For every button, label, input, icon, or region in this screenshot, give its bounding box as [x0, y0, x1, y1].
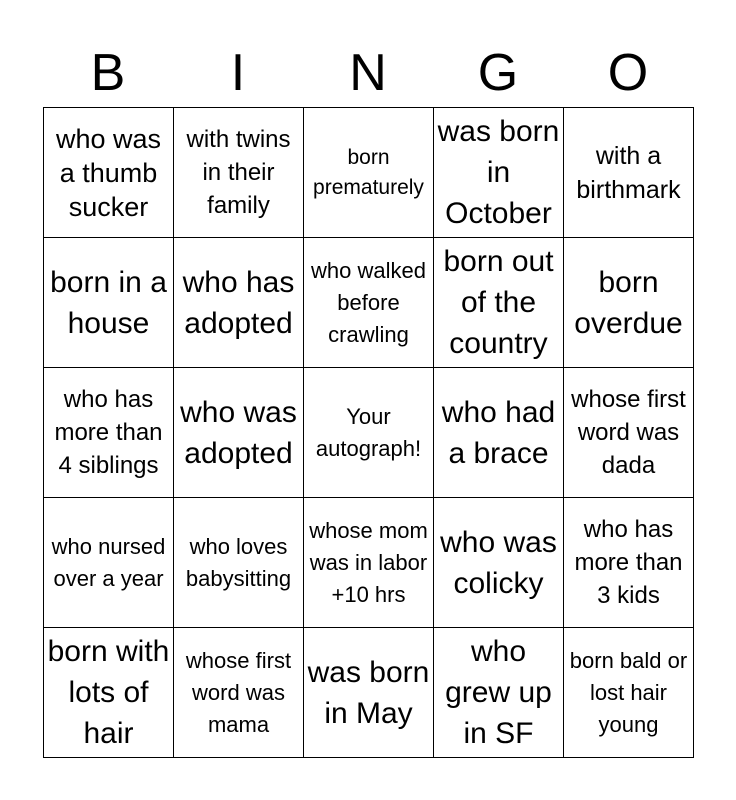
- bingo-cell[interactable]: [564, 238, 694, 368]
- cell-text: who was colicky: [440, 525, 557, 600]
- bingo-cell[interactable]: [434, 498, 564, 628]
- bingo-cell[interactable]: [44, 368, 174, 498]
- cell-text: born with lots of hair: [47, 635, 170, 750]
- header-letter-n: N: [349, 44, 387, 102]
- cell-text: who loves babysitting: [185, 533, 292, 591]
- bingo-cell[interactable]: [434, 238, 564, 368]
- cell-text: who walked before crawling: [311, 257, 426, 347]
- cell-text: born prematurely: [313, 145, 424, 199]
- cell-text: with a birthmark: [576, 141, 681, 204]
- bingo-cell[interactable]: [434, 368, 564, 498]
- header-letter-b: B: [90, 44, 126, 102]
- bingo-cell[interactable]: [434, 108, 564, 238]
- cell-text: Your autograph!: [315, 403, 422, 461]
- cell-text: who was adopted: [180, 395, 297, 470]
- cell-text: was born in May: [307, 655, 430, 730]
- bingo-header: [43, 42, 693, 104]
- bingo-cell[interactable]: [174, 628, 304, 758]
- bingo-cell[interactable]: [304, 628, 434, 758]
- cell-text: born overdue: [574, 265, 683, 340]
- bingo-cell[interactable]: [564, 108, 694, 238]
- bingo-cell[interactable]: [44, 628, 174, 758]
- cell-text: who nursed over a year: [51, 533, 166, 591]
- bingo-cell[interactable]: [434, 628, 564, 758]
- cell-text: born in a house: [50, 265, 167, 340]
- cell-text: whose first word was mama: [185, 647, 292, 737]
- bingo-cell[interactable]: [304, 498, 434, 628]
- bingo-cell[interactable]: [44, 498, 174, 628]
- bingo-cell[interactable]: [304, 238, 434, 368]
- cell-text: who had a brace: [441, 395, 556, 470]
- cell-text: whose first word was dada: [571, 386, 686, 479]
- header-letter-g: G: [477, 44, 519, 102]
- cell-text: who grew up in SF: [445, 635, 552, 750]
- bingo-cell[interactable]: [44, 238, 174, 368]
- bingo-cell[interactable]: [564, 628, 694, 758]
- cell-text: born bald or lost hair young: [569, 647, 688, 737]
- cell-text: who has more than 3 kids: [574, 516, 683, 609]
- bingo-cell[interactable]: [174, 238, 304, 368]
- cell-text: whose mom was in labor +10 hrs: [309, 517, 428, 607]
- cell-text: born out of the country: [443, 245, 554, 360]
- bingo-cell[interactable]: [304, 368, 434, 498]
- bingo-cell[interactable]: [174, 498, 304, 628]
- header-letter-o: O: [607, 44, 649, 102]
- bingo-cell[interactable]: [174, 108, 304, 238]
- bingo-cell[interactable]: [564, 368, 694, 498]
- cell-text: who was a thumb sucker: [55, 123, 162, 222]
- header-letter-i: I: [230, 44, 246, 102]
- bingo-cell[interactable]: [564, 498, 694, 628]
- cell-text: who has more than 4 siblings: [54, 386, 163, 479]
- bingo-cell[interactable]: [174, 368, 304, 498]
- cell-text: with twins in their family: [186, 126, 291, 219]
- bingo-grid: [43, 107, 694, 758]
- cell-text: who has adopted: [182, 265, 295, 340]
- bingo-cell[interactable]: [304, 108, 434, 238]
- cell-text: was born in October: [437, 115, 560, 230]
- bingo-cell[interactable]: [44, 108, 174, 238]
